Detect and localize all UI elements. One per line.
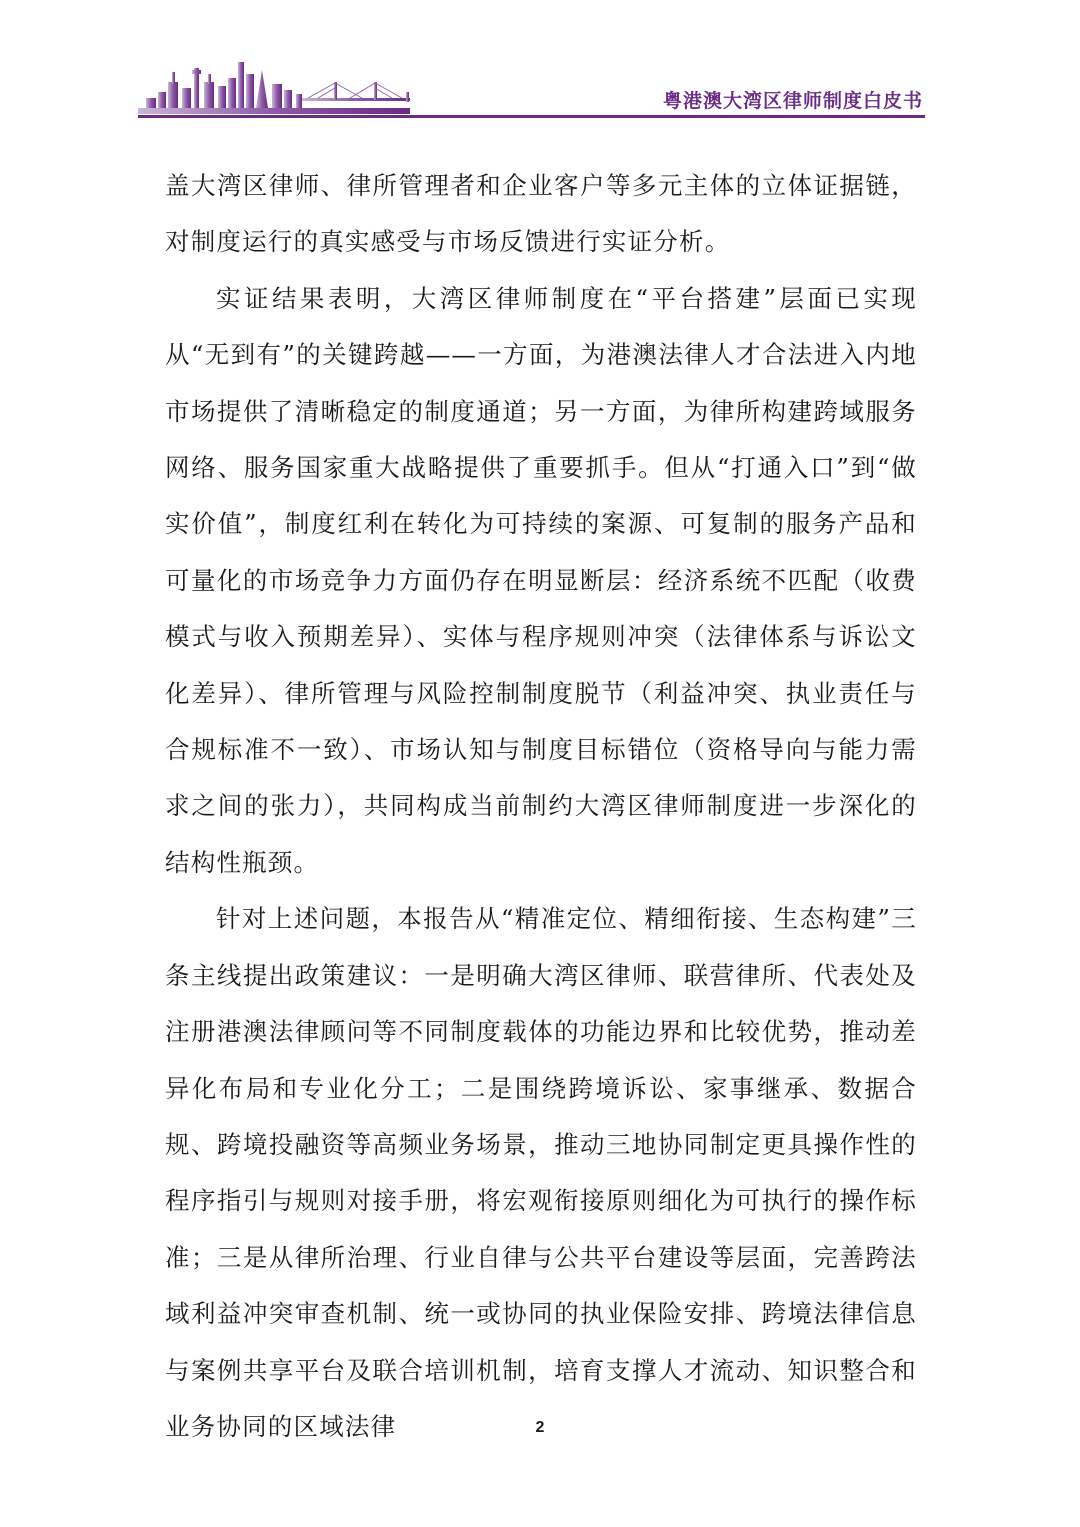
page-header [0, 0, 1080, 130]
header-divider [138, 115, 925, 118]
city-skyline-bridge-icon [138, 52, 410, 116]
paragraph: 盖大湾区律师、律所管理者和企业客户等多元主体的立体证据链，对制度运行的真实感受与市场反馈进行实证分析。 [165, 171, 917, 257]
page-number: 2 [535, 1419, 545, 1436]
header-title: 粤港澳大湾区律师制度白皮书 [662, 90, 923, 112]
paragraph: 实证结果表明，大湾区律师制度在“平台搭建”层面已实现从“无到有”的关键跨越——一方面，为港澳法律人才合法进入内地市场提供了清晰稳定的制度通道；另一方面，为律所构建跨域服务网络、服务国家重大战略提供了重要抓手。但从“打通入口”到“做实价值”，制度红利在转化为可持续的案源、可复制的服务产品和可量化的市场竞争力方面仍存在明显断层：经济系统不匹配（收费模式与收入预期差异）、实体与程序规则冲突（法律体系与诉讼文化差异）、律所管理与风险控制制度脱节（利益冲突、执业责任与合规标准不一致）、市场认知与制度目标错位（资格导向与能力需求之间的张力），共同构成当前制约大湾区律师制度进一步深化的结构性瓶颈。 [165, 283, 917, 877]
paragraph: 针对上述问题，本报告从“精准定位、精细衔接、生态构建”三条主线提出政策建议：一是明确大湾区律师、联营律所、代表处及注册港澳法律顾问等不同制度载体的功能边界和比较优势，推动差异化布局和专业化分工；二是围绕跨境诉讼、家事继承、数据合规、跨境投融资等高频业务场景，推动三地协同制定更具操作性的程序指引与规则对接手册，将宏观衔接原则细化为可执行的操作标准；三是从律所治理、行业自律与公共平台建设等层面，完善跨法域利益冲突审查机制、统一或协同的执业保险安排、跨境法律信息与案例共享平台及联合培训机制，培育支撑人才流动、知识整合和业务协同的区域法律 [165, 904, 917, 1441]
body-text [165, 158, 917, 1455]
